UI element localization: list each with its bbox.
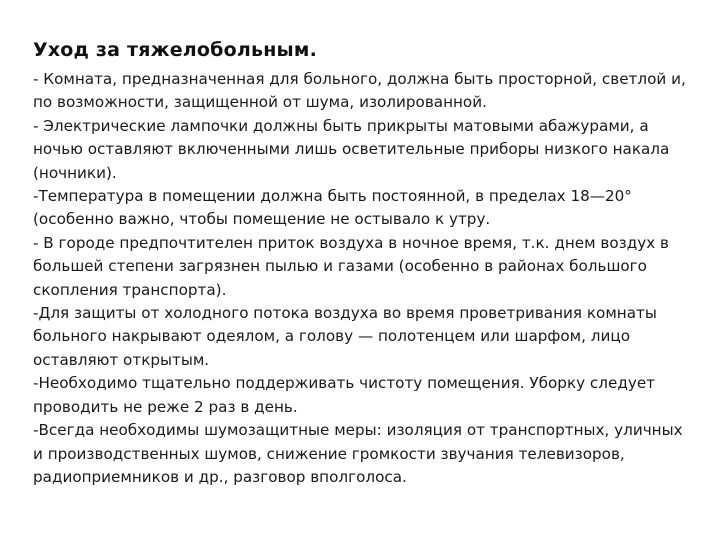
paragraph-cleaning: -Необходимо тщательно поддерживать чистоту помещения. Уборку следует проводить не реже 2 раз в день. [33, 374, 656, 416]
paragraph-air-flow: - В городе предпочтителен приток воздуха в ночное время, т.к. днем воздух в большей степени загрязнен пылью и газами (особенно в районах большого скопления транспорта). [33, 233, 669, 299]
paragraph-room: - Комната, предназначенная для больного, должна быть просторной, светлой и, по возможности, защищенной от шума, изолированной. [33, 70, 686, 112]
slide-body [33, 68, 690, 489]
paragraph-ventilation: -Для защиты от холодного потока воздуха во время проветривания комнаты больного накрывают одеялом, а голову — полотенцем или шарфом, лицо оставляют открытым. [33, 304, 657, 369]
paragraph-lighting: - Электрические лампочки должны быть прикрыты матовыми абажурами, а ночью оставляют включенными лишь осветительные приборы низкого накала (ночники). [33, 116, 670, 182]
paragraph-noise: -Всегда необходимы шумозащитные меры: изоляция от транспортных, уличных и производственных шумов, снижение громкости звучания телевизоров, радиоприемников и др., разговор вполголоса. [33, 421, 683, 486]
paragraph-temperature: -Температура в помещении должна быть постоянной, в пределах 18—20° (особенно важно, чтобы помещение не остывало к утру. [33, 187, 632, 229]
slide-title: Уход за тяжелобольным. [33, 39, 318, 61]
